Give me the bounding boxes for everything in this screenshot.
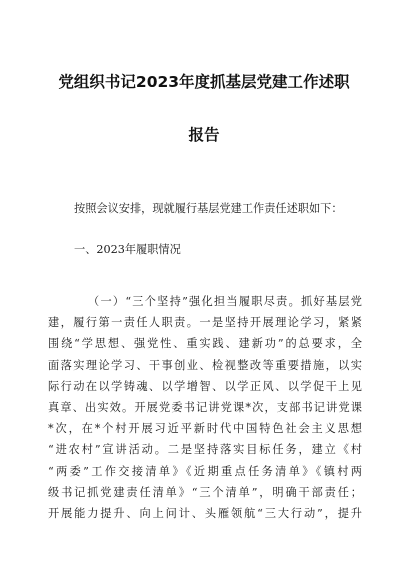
section-heading: 一、2023年履职情况 (74, 243, 181, 256)
paragraph-line: （一）“三个坚持”强化担当履职尽责。抓好基层党 (88, 295, 362, 308)
document-title-line2: 报告 (188, 126, 220, 144)
paragraph-line: “两委”工作交接清单》《近期重点任务清单》《镇村两 (48, 464, 362, 478)
intro-text: 按照会议安排，现就履行基层党建工作责任述职如下： (74, 202, 343, 215)
paragraph-line: 级书记抓党建责任清单》“三个清单”，明确干部责任； (48, 485, 362, 499)
paragraph-line: “进农村”宣讲活动。二是坚持落实目标任务，建立《村 (48, 443, 362, 457)
paragraph-line: 面落实理论学习、干事创业、检视整改等重要措施，以实 (48, 358, 362, 372)
paragraph-line: 真章、出实效。开展党委书记讲党课*次，支部书记讲党课 (48, 400, 362, 414)
body-paragraph (48, 291, 362, 524)
paragraph-line: 围绕“学思想、强党性、重实践、建新功”的总要求，全 (48, 337, 362, 351)
paragraph-line: 际行动在以学铸魂、以学增智、以学正风、以学促干上见 (48, 379, 362, 393)
paragraph-line: *次，在*个村开展习近平新时代中国特色社会主义思想 (48, 422, 362, 436)
document-title-line1: 党组织书记2023年度抓基层党建工作述职 (58, 73, 350, 91)
paragraph-line: 建，履行第一责任人职责。一是坚持开展理论学习，紧紧 (48, 316, 362, 330)
paragraph-line: 开展能力提升、向上问计、头雁领航“三大行动”，提升 (48, 506, 362, 520)
